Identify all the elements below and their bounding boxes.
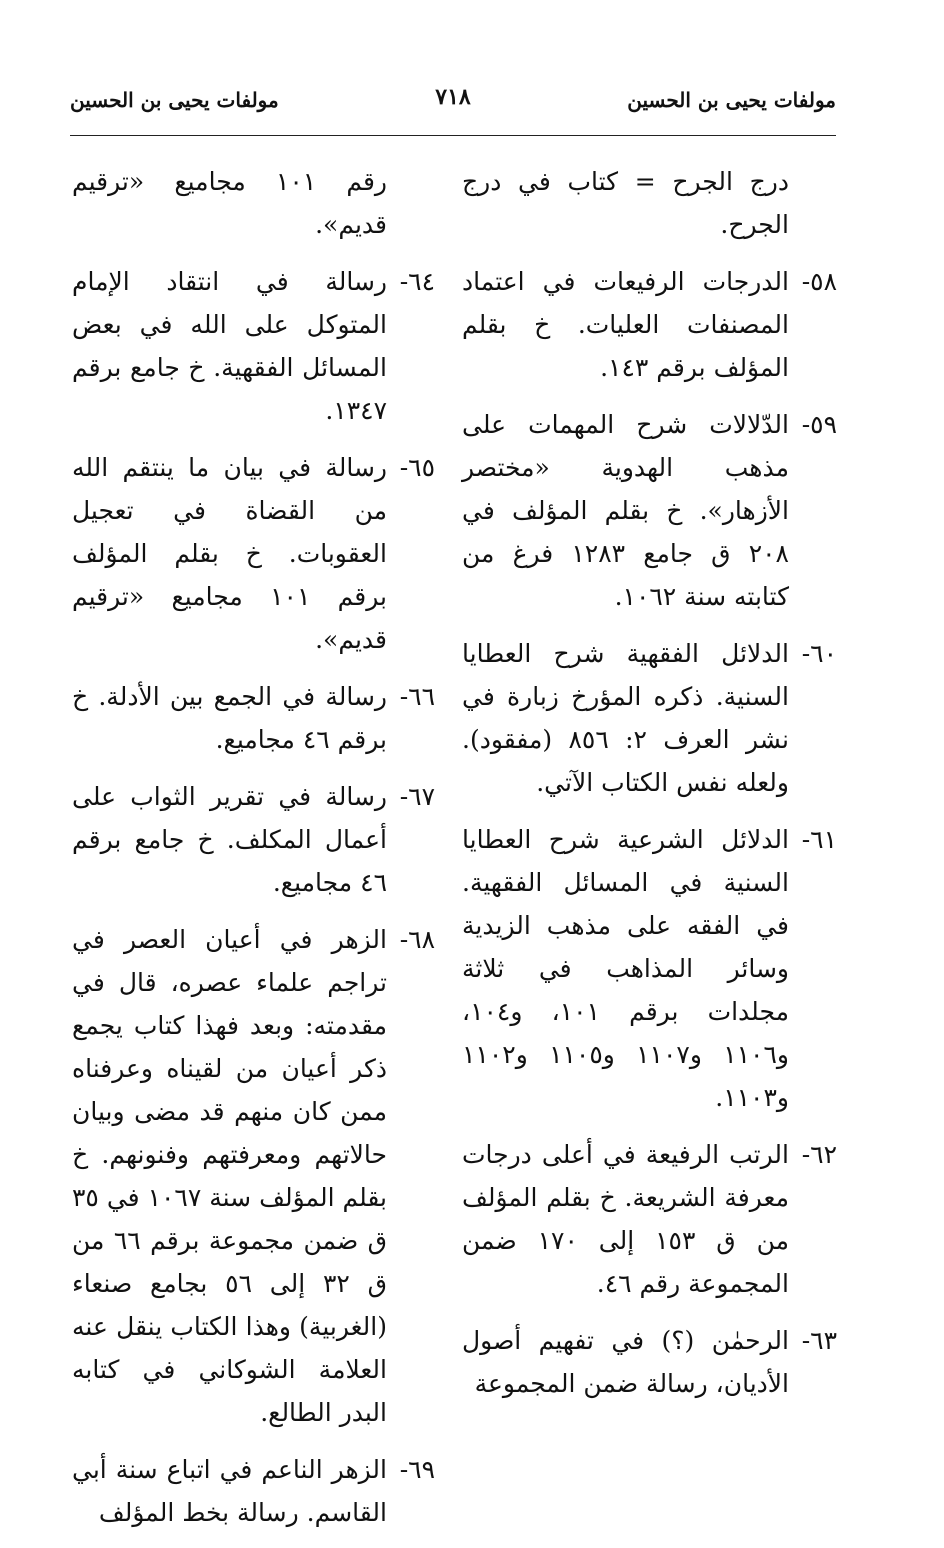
entry-number: ٥٨- — [801, 267, 837, 296]
entry-number: ٦٤- — [399, 267, 435, 296]
list-item — [462, 818, 837, 1119]
entry-number: ٦٦- — [399, 682, 435, 711]
running-head — [70, 84, 836, 128]
list-item — [462, 632, 837, 804]
list-item — [72, 1448, 435, 1534]
entry-number: ٦٣- — [801, 1326, 837, 1355]
entry-text: الدّلالات شرح المهمات على مذهب الهدوية «مختصر الأزهار». خ بقلم المؤلف في ٢٠٨ ق جامع ١٢٨٣ فرغ من كتابته سنة ١٠٦٢. — [462, 410, 789, 611]
entry-text: درج الجرح = كتاب في درج الجرح. — [462, 167, 789, 239]
entry-text: الزهر الناعم في اتباع سنة أبي القاسم. رسالة بخط المؤلف — [72, 1455, 387, 1527]
running-title-right: مولفات يحيى بن الحسين — [627, 88, 836, 112]
list-item — [462, 403, 837, 618]
running-title-left: مولفات يحيى بن الحسين — [70, 88, 279, 112]
entry-number: ٦٠- — [801, 639, 837, 668]
list-item — [72, 446, 435, 661]
entry-text: الزهر في أعيان العصر في تراجم علماء عصره، قال في مقدمته: وبعد فهذا كتاب يجمع ذكر أعيان من لقيناه وعرفناه ممن كان منهم قد مضى وبيان حالاتهم ومعرفتهم وفنونهم. خ بقلم المؤلف سنة ١٠٦٧ في ٣٥ ق ضمن مجموعة برقم ٦٦ من ق ٣٢ إلى ٥٦ بجامع صنعاء (الغربية) وهذا الكتاب ينقل عنه العلامة الشوكاني في كتابه البدر الطالع. — [72, 925, 388, 1427]
list-item — [72, 918, 435, 1434]
entry-number: ٦٥- — [399, 453, 435, 482]
entry-text: الرحمٰن (؟) في تفهيم أصول الأديان، رسالة ضمن المجموعة — [462, 1326, 789, 1398]
entry-number: ٦٢- — [801, 1140, 837, 1169]
list-item — [72, 775, 435, 904]
entry-number: ٦٩- — [399, 1455, 435, 1484]
right-column — [462, 160, 837, 1419]
entry-text: رسالة في انتقاد الإمام المتوكل على الله في بعض المسائل الفقهية. خ جامع برقم ١٣٤٧. — [72, 267, 387, 425]
entry-number: ٥٩- — [801, 410, 837, 439]
entry-text: رقم ١٠١ مجاميع «ترقيم قديم». — [72, 167, 388, 239]
entry-text: الدلائل الفقهية شرح العطايا السنية. ذكره المؤرخ زبارة في نشر العرف ٢: ٨٥٦ (مفقود). ولعله نفس الكتاب الآتي. — [462, 639, 789, 797]
list-item — [462, 1319, 837, 1405]
list-item — [72, 160, 435, 246]
entry-number: ٦١- — [801, 825, 837, 854]
entry-text: الدلائل الشرعية شرح العطايا السنية في المسائل الفقهية. في الفقه على مذهب الزيدية وسائر المذاهب في ثلاثة مجلدات برقم ١٠١، و١٠٤، و١١٠٦ و١١٠٧ و١١٠٥ و١١٠٢ و١١٠٣. — [462, 825, 789, 1112]
header-rule — [70, 135, 836, 136]
entry-text: رسالة في بيان ما ينتقم الله من القضاة في تعجيل العقوبات. خ بقلم المؤلف برقم ١٠١ مجاميع «ترقيم قديم». — [72, 453, 387, 654]
list-item — [462, 160, 837, 246]
entry-number: ٦٨- — [399, 925, 435, 954]
entry-text: الرتب الرفيعة في أعلى درجات معرفة الشريعة. خ بقلم المؤلف من ق ١٥٣ إلى ١٧٠ ضمن المجموعة رقم ٤٦. — [462, 1140, 789, 1298]
entry-text: رسالة في تقرير الثواب على أعمال المكلف. خ جامع برقم ٤٦ مجاميع. — [72, 782, 387, 897]
list-item — [72, 260, 435, 432]
page-number: ٧١٨ — [435, 84, 471, 110]
left-column — [72, 160, 435, 1548]
entry-number: ٦٧- — [399, 782, 435, 811]
entry-text: الدرجات الرفيعات في اعتماد المصنفات العليات. خ بقلم المؤلف برقم ١٤٣. — [462, 267, 789, 382]
list-item — [72, 675, 435, 761]
list-item — [462, 1133, 837, 1305]
list-item — [462, 260, 837, 389]
entry-text: رسالة في الجمع بين الأدلة. خ برقم ٤٦ مجاميع. — [72, 682, 387, 754]
